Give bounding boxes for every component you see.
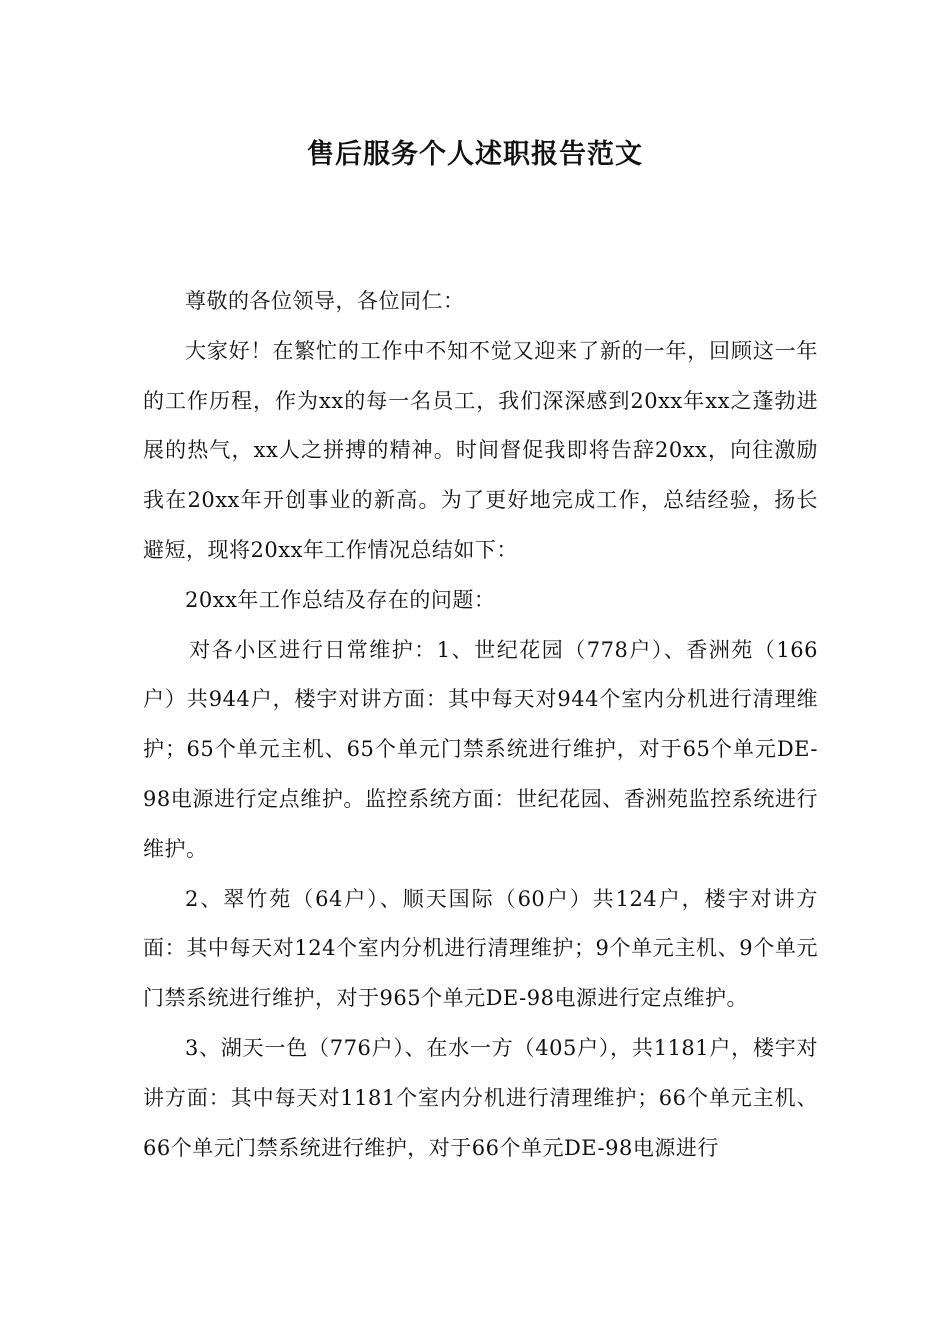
document-title: 售后服务个人述职报告范文 [307, 139, 643, 170]
paragraph-salutation: 尊敬的各位领导，各位同仁： [185, 289, 465, 313]
paragraph-item-1: 对各小区进行日常维护：1、世纪花园（778户）、香洲苑（166户）共944户，楼宇对讲方面：其中每天对944个室内分机进行清理维护；65个单元主机、65个单元门禁系统进行维护，对于65个单元DE-98电源进行定点维护。监控系统方面：世纪花园、香洲苑监控系统进行维护。 [143, 637, 818, 861]
paragraph-item-2: 2、翠竹苑（64户）、顺天国际（60户）共124户，楼宇对讲方面：其中每天对124个室内分机进行清理维护；9个单元主机、9个单元门禁系统进行维护，对于965个单元DE-98电源进行定点维护。 [143, 886, 818, 1011]
paragraph-item-3: 3、湖天一色（776户）、在水一方（405户），共1181户，楼宇对讲方面：其中每天对1181个室内分机进行清理维护；66个单元主机、66个单元门禁系统进行维护，对于66个单元DE-98电源进行 [143, 1035, 818, 1160]
paragraph-greeting: 大家好！在繁忙的工作中不知不觉又迎来了新的一年，回顾这一年的工作历程，作为xx的每一名员工，我们深深感到20xx年xx之蓬勃进展的热气，xx人之拼搏的精神。时间督促我即将告辞20xx，向往激励我在20xx年开创事业的新高。为了更好地完成工作，总结经验，扬长避短，现将20xx年工作情况总结如下： [143, 338, 818, 562]
paragraph-summary-heading: 20xx年工作总结及存在的问题： [185, 587, 496, 612]
document-body [143, 277, 818, 1173]
